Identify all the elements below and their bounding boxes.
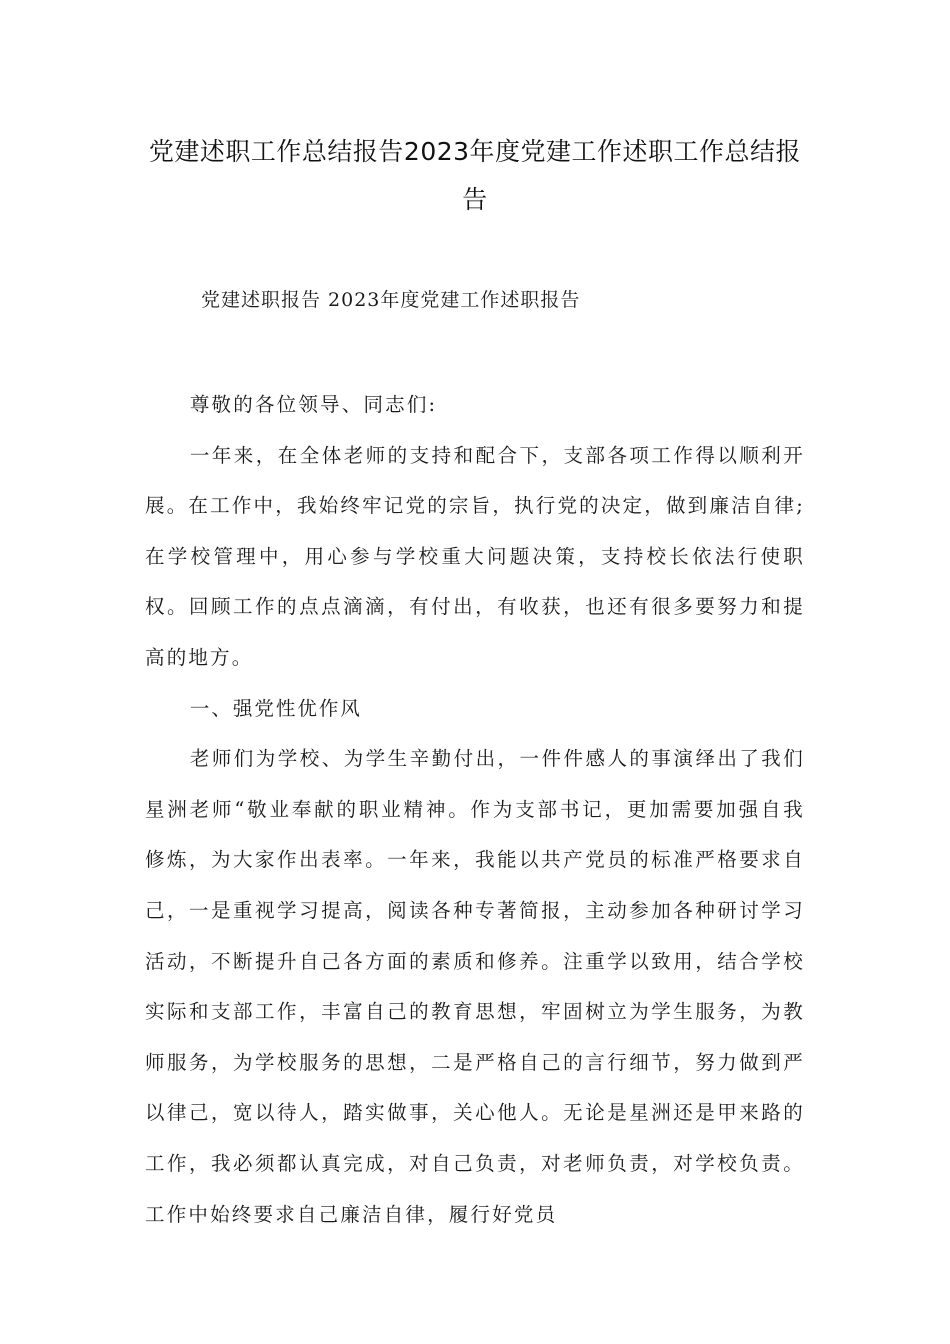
- body-paragraph: 一年来，在全体老师的支持和配合下，支部各项工作得以顺利开展。在工作中，我始终牢记党的宗旨，执行党的决定，做到廉洁自律;在学校管理中，用心参与学校重大问题决策，支持校长依法行使职权。回顾工作的点点滴滴，有付出，有收获，也还有很多要努力和提高的地方。: [145, 443, 805, 669]
- document-subtitle: 党建述职报告 2023年度党建工作述职报告: [201, 289, 581, 311]
- document-body: [145, 380, 805, 1240]
- section-paragraph: 老师们为学校、为学生辛勤付出，一件件感人的事演绎出了我们星洲老师“敬业奉献的职业精神。作为支部书记，更加需要加强自我修炼，为大家作出表率。一年来，我能以共产党员的标准严格要求自己，一是重视学习提高，阅读各种专著简报，主动参加各种研讨学习活动，不断提升自己各方面的素质和修养。注重学以致用，结合学校实际和支部工作，丰富自己的教育思想，牢固树立为学生服务，为教师服务，为学校服务的思想，二是严格自己的言行细节，努力做到严以律己，宽以待人，踏实做事，关心他人。无论是星洲还是甲来路的工作，我必须都认真完成，对自己负责，对老师负责，对学校负责。工作中始终要求自己廉洁自律，履行好党员: [145, 747, 805, 1226]
- section-heading: 一、强党性优作风: [189, 696, 362, 720]
- salutation: 尊敬的各位领导、同志们:: [189, 393, 438, 416]
- document-title: 党建述职工作总结报告2023年度党建工作述职工作总结报告: [148, 137, 802, 214]
